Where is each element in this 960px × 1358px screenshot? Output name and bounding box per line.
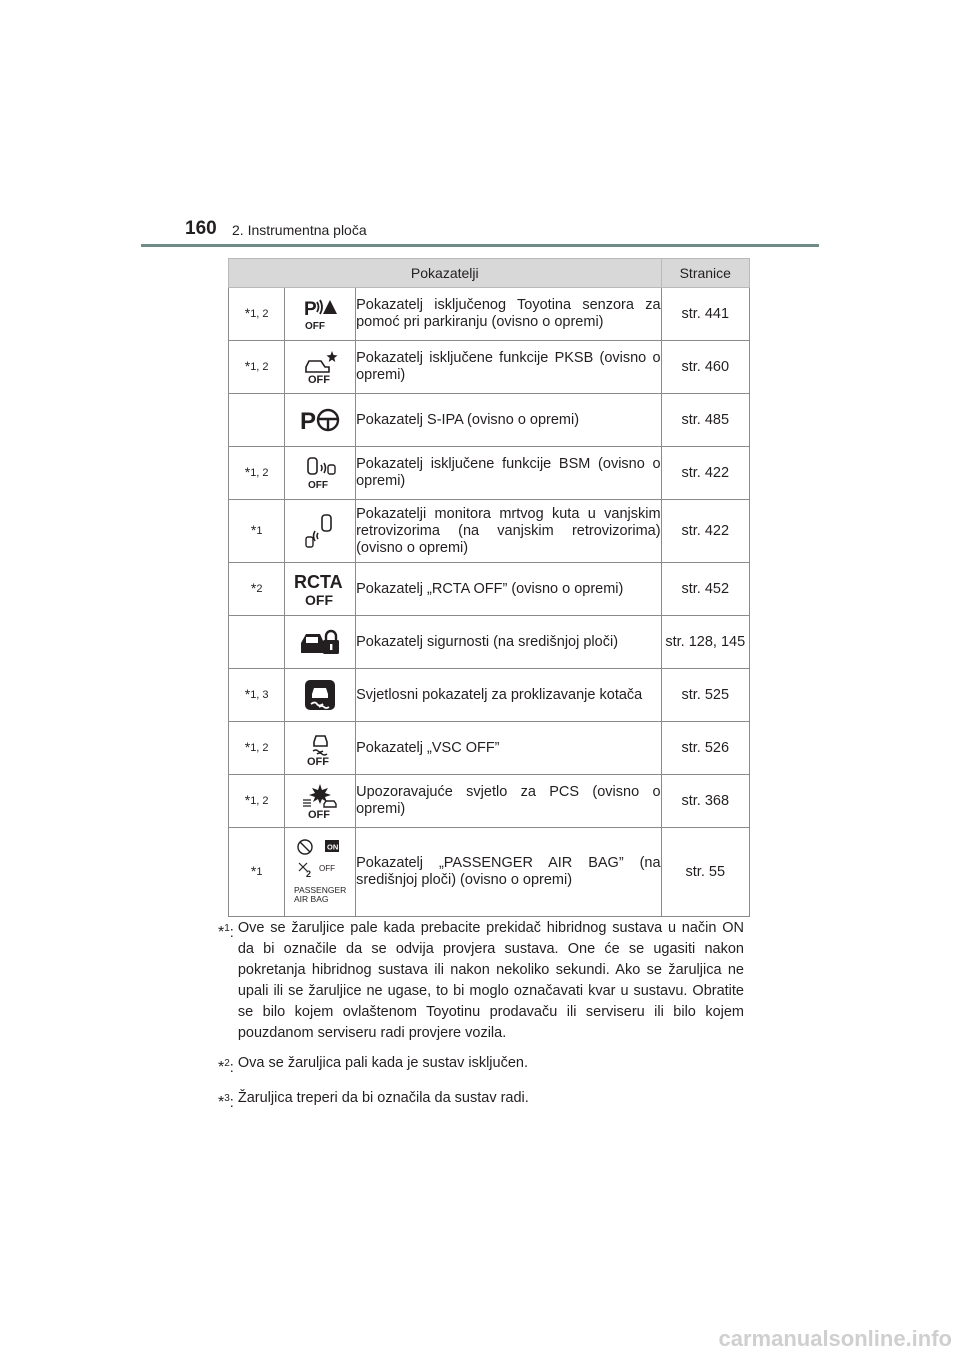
footnote-mark: *1 (229, 500, 285, 563)
table-row (229, 447, 750, 500)
footnote-text: Ova se žaruljica pali kada je sustav isključen. (237, 1055, 528, 1071)
table-row (229, 341, 750, 394)
footnote-text: Ove se žaruljice pale kada prebacite prekidač hibridnog sustava u način ON da bi označile da se odvija provjera sustava. One će se ugasiti nakon pokretanja hibridnog sustava ili nakon nekoliko sekundi. Ako se žaruljica ne upali ili se žaruljice ne ugase, to bi moglo označavati kvar u sustavu. Obratite se bilo kojem ovlaštenom Toyotinu prodavaču ili serviseru ili bilo kojem pouzdanom serviseru radi provjere vozila. (237, 920, 744, 1041)
header-rule (141, 244, 819, 247)
table-row (229, 828, 750, 917)
page-number: 160 (185, 218, 217, 239)
table-row (229, 775, 750, 828)
footnote-mark: *1, 2 (229, 341, 285, 394)
footnote (218, 1053, 744, 1079)
passenger-airbag-icon (285, 828, 356, 917)
footnote-mark: *2 (229, 563, 285, 616)
table-row (229, 394, 750, 447)
footnote-key: *$^1$: (218, 923, 238, 941)
indicator-description: Pokazatelj isključene funkcije BSM (ovisno o opremi) (356, 447, 661, 500)
page-reference: str. 441 (661, 288, 749, 341)
vsc-off-icon (285, 722, 356, 775)
svg-text:PASSENGER: PASSENGER (294, 885, 347, 895)
page-reference: str. 422 (661, 447, 749, 500)
svg-text:OFF: OFF (308, 480, 329, 491)
pksb-off-icon (285, 341, 356, 394)
indicator-description: Pokazatelj isključene funkcije PKSB (ovisno o opremi) (356, 341, 661, 394)
footnote-mark: *1, 3 (229, 669, 285, 722)
page-reference: str. 485 (661, 394, 749, 447)
footnote-mark: *1, 2 (229, 722, 285, 775)
svg-text:RCTA: RCTA (294, 572, 343, 592)
page-reference: str. 128, 145 (661, 616, 749, 669)
s-ipa-icon (285, 394, 356, 447)
svg-text:OFF: OFF (308, 809, 331, 820)
indicator-description: Upozoravajuće svjetlo za PCS (ovisno o opremi) (356, 775, 661, 828)
footnote-mark (229, 394, 285, 447)
footnote (218, 918, 744, 1044)
footnote-mark: *1, 2 (229, 447, 285, 500)
bsm-off-icon (285, 447, 356, 500)
col-header-pages: Stranice (661, 259, 749, 288)
indicator-description: Pokazatelj „RCTA OFF” (ovisno o opremi) (356, 563, 661, 616)
footnote-mark: *1, 2 (229, 288, 285, 341)
footnote-key: *$^2$: (218, 1058, 238, 1076)
parking-sensor-off-icon (285, 288, 356, 341)
chapter-title: 2. Instrumentna ploča (232, 222, 367, 238)
page-reference: str. 55 (661, 828, 749, 917)
table-row (229, 616, 750, 669)
security-indicator-icon (285, 616, 356, 669)
indicator-description: Pokazatelj „PASSENGER AIR BAG” (na središnjoj ploči) (ovisno o opremi) (356, 828, 661, 917)
rcta-off-icon (285, 563, 356, 616)
page-reference: str. 452 (661, 563, 749, 616)
svg-text:OFF: OFF (305, 321, 326, 332)
table-row (229, 563, 750, 616)
indicator-description: Pokazatelj sigurnosti (na središnjoj ploči) (356, 616, 661, 669)
svg-text:P: P (300, 408, 317, 435)
indicator-description: Svjetlosni pokazatelj za proklizavanje kotača (356, 669, 661, 722)
svg-text:OFF: OFF (307, 756, 330, 767)
svg-text:OFF: OFF (319, 864, 336, 873)
watermark: carmanualsonline.info (718, 1326, 952, 1351)
page-reference: str. 460 (661, 341, 749, 394)
slip-indicator-icon (285, 669, 356, 722)
col-header-indicators: Pokazatelji (229, 259, 662, 288)
indicator-description: Pokazatelj isključenog Toyotina senzora za pomoć pri parkiranju (ovisno o opremi) (356, 288, 661, 341)
table-row (229, 288, 750, 341)
svg-text:AIR BAG: AIR BAG (294, 894, 329, 904)
indicator-description: Pokazatelji monitora mrtvog kuta u vanjskim retrovizorima (na vanjskim retrovizorima) (ovisno o opremi) (356, 500, 661, 563)
footnote-key: *$^3$: (218, 1092, 238, 1111)
footnote-mark: *1 (229, 828, 285, 917)
footnote-text: Žaruljica treperi da bi označila da sustav radi. (237, 1089, 529, 1106)
table-row (229, 722, 750, 775)
svg-text:2: 2 (306, 869, 312, 879)
svg-text:OFF: OFF (308, 374, 331, 385)
svg-text:P: P (304, 299, 317, 320)
indicator-table (228, 258, 750, 917)
page-reference: str. 368 (661, 775, 749, 828)
blind-spot-monitor-icon (285, 500, 356, 563)
table-row (229, 500, 750, 563)
footnote-mark: *1, 2 (229, 775, 285, 828)
svg-text:ON: ON (327, 842, 339, 852)
pcs-warning-icon (285, 775, 356, 828)
indicator-description: Pokazatelj S-IPA (ovisno o opremi) (356, 394, 661, 447)
footnotes (218, 918, 744, 1123)
indicator-description: Pokazatelj „VSC OFF” (356, 722, 661, 775)
svg-text:OFF: OFF (305, 592, 334, 607)
page-reference: str. 525 (661, 669, 749, 722)
footnote (218, 1088, 744, 1114)
table-row (229, 669, 750, 722)
page-reference: str. 422 (661, 500, 749, 563)
footnote-mark (229, 616, 285, 669)
page-reference: str. 526 (661, 722, 749, 775)
